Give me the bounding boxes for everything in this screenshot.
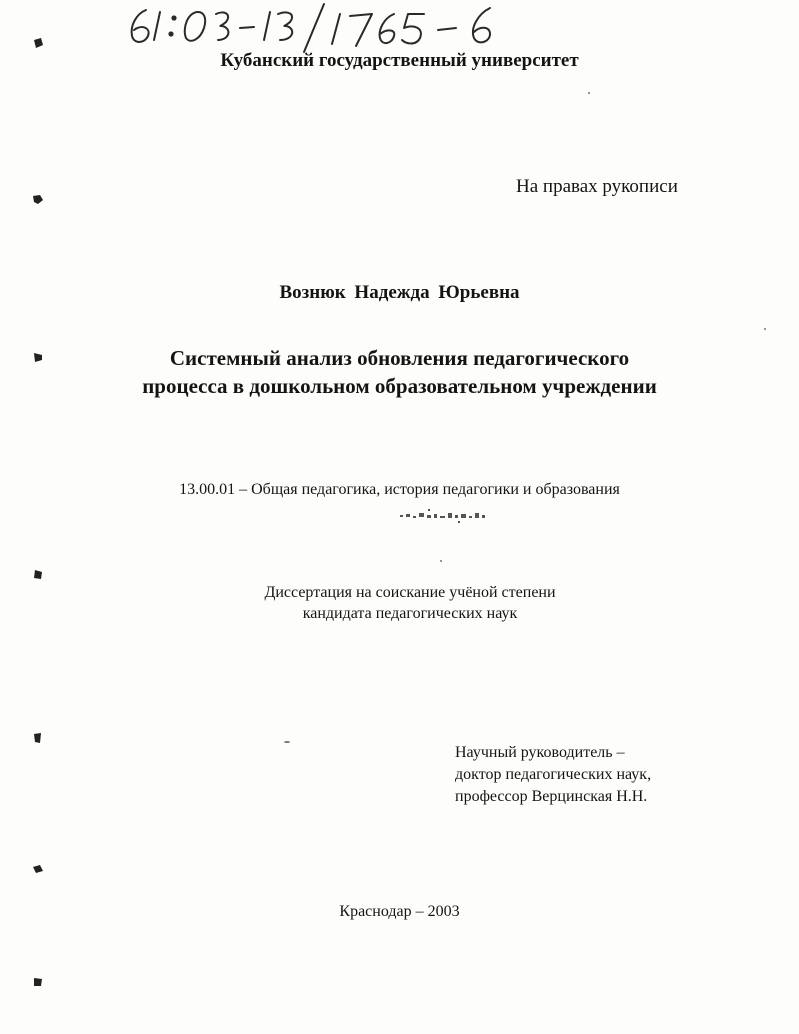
degree-line-1: Диссертация на соискание учёной степени [264, 584, 556, 601]
supervisor-line-3: профессор Верцинская Н.Н. [455, 788, 648, 805]
specialty-code: 13.00.01 – Общая педагогика, история педагогики и образования [179, 481, 620, 498]
title-line-1: Системный анализ обновления педагогического [169, 346, 630, 370]
dissertation-title [0, 344, 799, 400]
city-year: Краснодар – 2003 [339, 903, 460, 920]
university-name: Кубанский государственный университет [220, 50, 579, 71]
binding-hole-mark [32, 862, 44, 874]
dust-speck [440, 560, 442, 562]
dust-speck [588, 92, 590, 94]
binding-hole-mark [32, 350, 44, 362]
binding-hole-mark [32, 731, 44, 743]
degree-line-2: кандидата педагогических наук [302, 605, 518, 622]
dust-speck [764, 328, 766, 330]
stamp-smudge [398, 507, 490, 525]
supervisor-line-1: Научный руководитель – [455, 744, 625, 761]
supervisor-block [455, 742, 651, 808]
dust-speck [284, 741, 290, 743]
title-line-2: процесса в дошкольном образовательном учреждении [142, 374, 657, 398]
binding-hole-mark [32, 192, 44, 204]
binding-hole-mark [32, 36, 44, 48]
supervisor-line-2: доктор педагогических наук, [455, 766, 652, 783]
handwritten-archive-code [118, 0, 538, 56]
degree-statement [180, 582, 640, 624]
binding-hole-mark [32, 568, 44, 580]
author-name: Вознюк Надежда Юрьевна [279, 282, 520, 303]
manuscript-rights-note: На правах рукописи [516, 176, 678, 197]
binding-hole-mark [32, 975, 44, 987]
